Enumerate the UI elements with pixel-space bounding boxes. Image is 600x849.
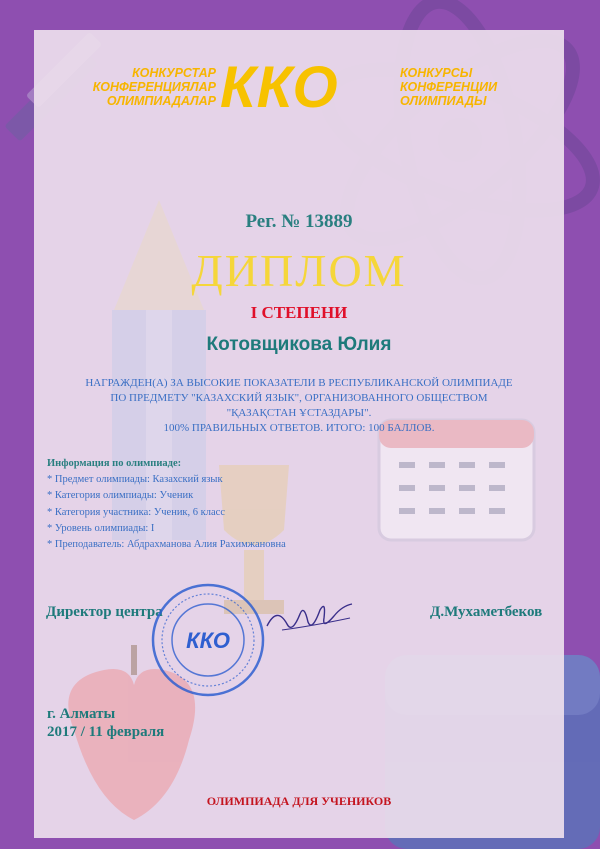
date: 2017 / 11 февраля bbox=[47, 724, 165, 740]
olympiad-info-item: * Категория олимпиады: Ученик bbox=[47, 490, 194, 502]
olympiad-info-item: * Предмет олимпиады: Казахский язык bbox=[47, 474, 223, 486]
award-text bbox=[54, 376, 544, 436]
logo-mark: ККО bbox=[220, 55, 339, 120]
logo-left-line: ОЛИМПИАДАЛАР bbox=[106, 94, 216, 108]
diploma-degree: I СТЕПЕНИ bbox=[250, 303, 348, 322]
award-line: ПО ПРЕДМЕТУ "КАЗАХСКИЙ ЯЗЫК", ОРГАНИЗОВАННОГО ОБЩЕСТВОМ bbox=[110, 392, 488, 404]
olympiad-info-heading: Информация по олимпиаде: bbox=[47, 458, 182, 469]
logo-right-text bbox=[400, 66, 497, 108]
registration-number: Рег. № 13889 bbox=[245, 211, 353, 232]
olympiad-info-item: * Категория участника: Ученик, 6 класс bbox=[47, 506, 225, 518]
olympiad-info bbox=[47, 456, 286, 553]
place-and-date bbox=[47, 705, 164, 741]
award-line: "ҚАЗАҚСТАН ҰСТАЗДАРЫ". bbox=[226, 407, 372, 419]
diploma-title: ДИПЛОМ bbox=[191, 245, 407, 296]
stamp-text: ККО bbox=[186, 628, 230, 653]
logo-left-line: КОНФЕРЕНЦИЯЛАР bbox=[92, 80, 216, 94]
footer-text: ОЛИМПИАДА ДЛЯ УЧЕНИКОВ bbox=[206, 794, 392, 808]
recipient-name: Котовщикова Юлия bbox=[206, 334, 392, 355]
logo-right-line: ОЛИМПИАДЫ bbox=[400, 94, 487, 108]
handwritten-signature bbox=[262, 596, 357, 641]
director-name: Д.Мухаметбеков bbox=[430, 604, 543, 620]
stamp-seal bbox=[150, 582, 266, 698]
award-line: 100% ПРАВИЛЬНЫХ ОТВЕТОВ. ИТОГО: 100 БАЛЛОВ. bbox=[163, 422, 435, 434]
logo-left-text bbox=[93, 66, 216, 108]
director-role: Директор центра bbox=[46, 604, 163, 620]
city: г. Алматы bbox=[47, 706, 116, 722]
logo-left-line: КОНКУРСТАР bbox=[132, 66, 216, 80]
logo-right-line: КОНКУРСЫ bbox=[400, 66, 473, 80]
logo-right-line: КОНФЕРЕНЦИИ bbox=[400, 80, 498, 94]
calendar-watermark-icon bbox=[379, 420, 534, 540]
olympiad-info-item: * Преподаватель: Абдрахманова Алия Рахимжановна bbox=[47, 539, 286, 551]
award-line: НАГРАЖДЕН(А) ЗА ВЫСОКИЕ ПОКАЗАТЕЛИ В РЕСПУБЛИКАНСКОЙ ОЛИМПИАДЕ bbox=[85, 377, 513, 389]
olympiad-info-item: * Уровень олимпиады: I bbox=[47, 522, 155, 534]
